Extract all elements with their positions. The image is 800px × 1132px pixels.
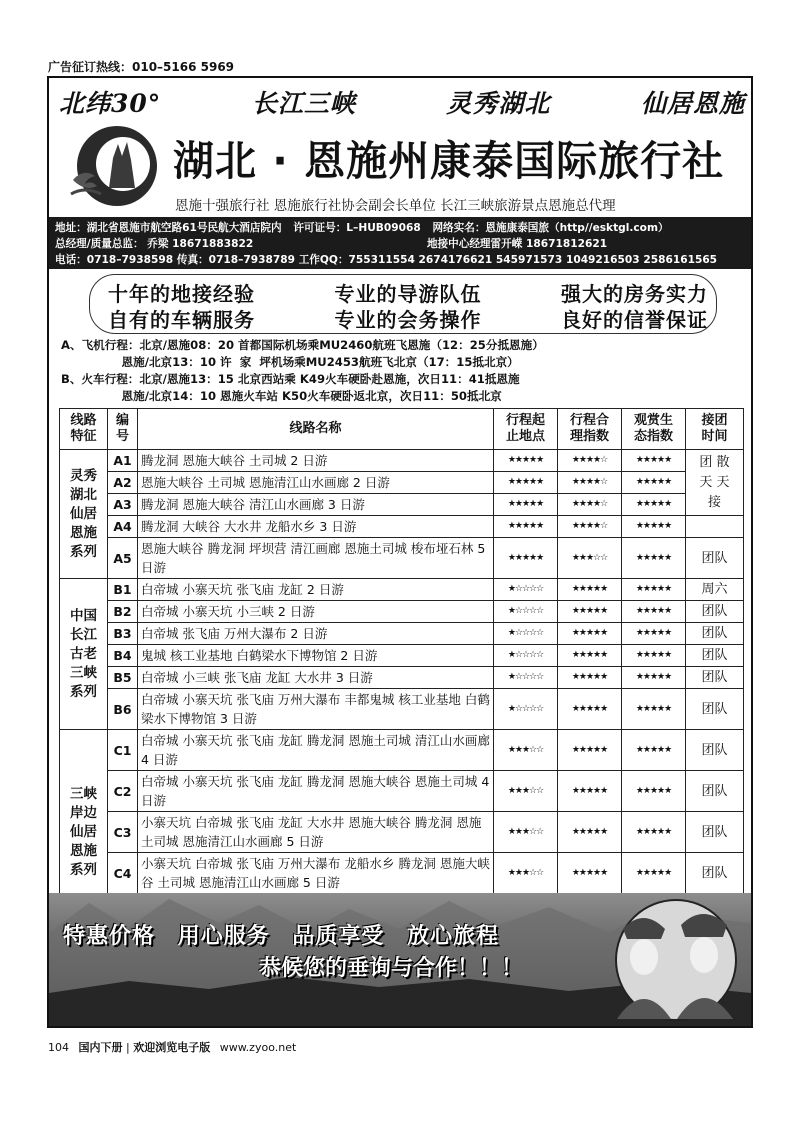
feature-item: 良好的信誉保证 — [561, 308, 708, 332]
feature-item: 自有的车辆服务 — [108, 308, 255, 332]
table-row — [60, 812, 744, 853]
agency-logo-icon — [67, 122, 159, 212]
contact-row — [55, 252, 725, 267]
route-name: 白帝城 小三峡 张飞庙 龙缸 大水井 3 日游 — [138, 667, 494, 689]
reasonability-rating: ★★★★★ — [558, 853, 622, 894]
route-code: B1 — [108, 579, 138, 601]
promo-item: 用心服务 — [177, 924, 270, 949]
promo-item: 品质享受 — [292, 924, 385, 949]
schedule-time: 团队 — [686, 538, 744, 579]
contact-info-band — [49, 217, 751, 269]
reasonability-rating: ★★★★☆ — [558, 516, 622, 538]
start-end-rating: ★★★★★ — [494, 494, 558, 516]
series-group-label: 灵秀 湖北 仙居 恩施 系列 — [60, 450, 108, 579]
reasonability-rating: ★★★★☆ — [558, 450, 622, 472]
footer-separator: | — [126, 1041, 134, 1054]
table-row — [60, 853, 744, 894]
ecology-rating: ★★★★★ — [622, 730, 686, 771]
schedule-time: 周六 — [686, 579, 744, 601]
slogan-item: 灵秀湖北 — [446, 89, 551, 118]
contact-row — [55, 220, 677, 235]
route-code: B4 — [108, 645, 138, 667]
page-number: 104 — [48, 1041, 69, 1054]
ecology-rating: ★★★★★ — [622, 601, 686, 623]
table-row — [60, 472, 744, 494]
table-row — [60, 645, 744, 667]
ad-frame — [47, 76, 753, 1028]
start-end-rating: ★★★★★ — [494, 472, 558, 494]
ecology-rating: ★★★★★ — [622, 645, 686, 667]
ecology-rating: ★★★★★ — [622, 689, 686, 730]
website-link[interactable]: www.zyoo.net — [219, 1041, 297, 1054]
schedule-time: 团队 — [686, 623, 744, 645]
feature-item: 十年的地接经验 — [108, 282, 255, 306]
promo-item: 特惠价格 — [63, 924, 156, 949]
slogan-item: 长江三峡 — [251, 89, 356, 118]
schedule-time: 团队 — [686, 771, 744, 812]
reasonability-rating: ★★★★★ — [558, 645, 622, 667]
route-name: 腾龙洞 恩施大峡谷 土司城 2 日游 — [138, 450, 494, 472]
route-code: B3 — [108, 623, 138, 645]
route-name: 白帝城 张飞庙 万州大瀑布 2 日游 — [138, 623, 494, 645]
series-group-label: 三峡 岸边 仙居 恩施 系列 — [60, 730, 108, 935]
itinerary-line: B、火车行程：北京/恩施13：15 北京西站乘 K49火车硬卧赴恩施，次日11：41抵恩施 — [61, 372, 520, 386]
reasonability-rating: ★★★★★ — [558, 730, 622, 771]
greeting-text: 恭候您的垂询与合作！！！ — [259, 956, 524, 981]
manager-text: 总经理/质量总监： 乔梁 18671883822 — [55, 238, 254, 250]
route-code: A3 — [108, 494, 138, 516]
browse-text: 欢迎浏览电子版 — [133, 1041, 211, 1054]
promo-item: 放心旅程 — [407, 924, 500, 949]
column-header: 行程合 理指数 — [558, 409, 622, 450]
table-row — [60, 623, 744, 645]
series-group-label: 中国 长江 古老 三峡 系列 — [60, 579, 108, 730]
slogan-item: 北纬30° — [59, 89, 162, 118]
ecology-rating: ★★★★★ — [622, 472, 686, 494]
route-name: 白帝城 小寨天坑 小三峡 2 日游 — [138, 601, 494, 623]
start-end-rating: ★★★☆☆ — [494, 812, 558, 853]
agency-subtitle: 恩施十强旅行社 恩施旅行社协会副会长单位 长江三峡旅游景点恩施总代理 — [175, 198, 616, 214]
start-end-rating: ★☆☆☆☆ — [494, 645, 558, 667]
ecology-rating: ★★★★★ — [622, 667, 686, 689]
slogan-item: 仙居恩施 — [640, 89, 745, 118]
reasonability-rating: ★★★★★ — [558, 667, 622, 689]
route-code: B6 — [108, 689, 138, 730]
feature-item: 强大的房务实力 — [561, 282, 708, 306]
route-name: 小寨天坑 白帝城 张飞庙 龙缸 大水井 恩施大峡谷 腾龙洞 恩施土司城 恩施清江山水画廊 5 日游 — [138, 812, 494, 853]
address-text: 地址：湖北省恩施市航空路61号民航大酒店院内 — [55, 222, 282, 234]
ethnic-girls-photo-icon — [605, 899, 747, 1021]
table-header-row — [60, 409, 744, 450]
slogan-bar — [59, 84, 745, 120]
schedule-time: 团队 — [686, 601, 744, 623]
table-row — [60, 516, 744, 538]
route-name: 恩施大峡谷 土司城 恩施清江山水画廊 2 日游 — [138, 472, 494, 494]
table-row — [60, 494, 744, 516]
table-row — [60, 667, 744, 689]
reasonability-rating: ★★★★★ — [558, 623, 622, 645]
schedule-time: 团队 — [686, 730, 744, 771]
schedule-time: 团 散 天 天 接 — [686, 450, 744, 516]
ad-hotline: 广告征订热线：010–5166 5969 — [48, 60, 235, 74]
route-code: B2 — [108, 601, 138, 623]
promo-slogans — [63, 919, 499, 950]
route-name: 鬼城 核工业基地 白鹤梁水下博物馆 2 日游 — [138, 645, 494, 667]
route-code: C1 — [108, 730, 138, 771]
reasonability-rating: ★★★★★ — [558, 771, 622, 812]
route-name: 白帝城 小寨天坑 张飞庙 龙缸 腾龙洞 恩施土司城 清江山水画廊 4 日游 — [138, 730, 494, 771]
feature-line — [108, 278, 708, 307]
route-name: 腾龙洞 恩施大峡谷 清江山水画廊 3 日游 — [138, 494, 494, 516]
column-header: 接团 时间 — [686, 409, 744, 450]
route-code: C4 — [108, 853, 138, 894]
itinerary-line: A、飞机行程：北京/恩施08：20 首都国际机场乘MU2460航班飞恩施（12：25分抵恩施） — [61, 338, 544, 352]
ecology-rating: ★★★★★ — [622, 450, 686, 472]
ecology-rating: ★★★★★ — [622, 579, 686, 601]
start-end-rating: ★☆☆☆☆ — [494, 601, 558, 623]
reasonability-rating: ★★★★★ — [558, 579, 622, 601]
route-name: 白帝城 小寨天坑 张飞庙 万州大瀑布 丰都鬼城 核工业基地 白鹤梁水下博物馆 3 日游 — [138, 689, 494, 730]
phone-qq-text: 电话：0718–7938598 传真：0718–7938789 工作QQ：755311554 2674176621 545971573 1049216503 2586161565 — [55, 254, 718, 266]
column-header: 编 号 — [108, 409, 138, 450]
feature-box — [89, 274, 717, 334]
ecology-rating: ★★★★★ — [622, 812, 686, 853]
feature-item: 专业的导游队伍 — [334, 282, 482, 306]
start-end-rating: ★☆☆☆☆ — [494, 623, 558, 645]
route-table — [59, 408, 744, 935]
schedule-time: 团队 — [686, 667, 744, 689]
reasonability-rating: ★★★★☆ — [558, 472, 622, 494]
ecology-rating: ★★★★★ — [622, 538, 686, 579]
route-code: C2 — [108, 771, 138, 812]
start-end-rating: ★☆☆☆☆ — [494, 667, 558, 689]
start-end-rating: ★★★★★ — [494, 538, 558, 579]
table-row — [60, 689, 744, 730]
column-header: 观赏生 态指数 — [622, 409, 686, 450]
reasonability-rating: ★★★★☆ — [558, 494, 622, 516]
table-row — [60, 538, 744, 579]
column-header: 线路名称 — [138, 409, 494, 450]
route-name: 小寨天坑 白帝城 张飞庙 万州大瀑布 龙船水乡 腾龙洞 恩施大峡谷 土司城 恩施清江山水画廊 5 日游 — [138, 853, 494, 894]
route-code: A5 — [108, 538, 138, 579]
license-text: 许可证号：L–HUB09068 — [293, 222, 421, 234]
section-name: 国内下册 — [78, 1041, 123, 1054]
reasonability-rating: ★★★☆☆ — [558, 538, 622, 579]
ecology-rating: ★★★★★ — [622, 494, 686, 516]
start-end-rating: ★★★★★ — [494, 516, 558, 538]
column-header: 行程起 止地点 — [494, 409, 558, 450]
promo-panel — [49, 893, 751, 1026]
ecology-rating: ★★★★★ — [622, 853, 686, 894]
reasonability-rating: ★★★★★ — [558, 689, 622, 730]
feature-item: 专业的会务操作 — [334, 308, 482, 332]
itinerary-line: 恩施/北京14：10 恩施火车站 K50火车硬卧返北京，次日11：50抵北京 — [61, 389, 502, 403]
ecology-rating: ★★★★★ — [622, 516, 686, 538]
route-code: A1 — [108, 450, 138, 472]
contact-row — [55, 236, 615, 251]
feature-line — [108, 304, 708, 333]
ecology-rating: ★★★★★ — [622, 771, 686, 812]
table-row — [60, 450, 744, 472]
table-row — [60, 579, 744, 601]
column-header: 线路 特征 — [60, 409, 108, 450]
reasonability-rating: ★★★★★ — [558, 601, 622, 623]
schedule-time: 团队 — [686, 812, 744, 853]
route-code: A4 — [108, 516, 138, 538]
start-end-rating: ★★★☆☆ — [494, 853, 558, 894]
table-row — [60, 730, 744, 771]
table-row — [60, 771, 744, 812]
agency-title: 湖北 · 恩施州康泰国际旅行社 — [173, 137, 725, 185]
route-name: 白帝城 小寨天坑 张飞庙 龙缸 腾龙洞 恩施大峡谷 恩施土司城 4 日游 — [138, 771, 494, 812]
ecology-rating: ★★★★★ — [622, 623, 686, 645]
start-end-rating: ★☆☆☆☆ — [494, 689, 558, 730]
route-code: B5 — [108, 667, 138, 689]
reasonability-rating: ★★★★★ — [558, 812, 622, 853]
web-name-text: 网络实名：恩施康泰国旅（http//esktgl.com） — [432, 222, 669, 234]
schedule-time — [686, 516, 744, 538]
table-row — [60, 601, 744, 623]
route-code: A2 — [108, 472, 138, 494]
reception-manager-text: 地接中心经理雷开嵘 18671812621 — [426, 238, 608, 250]
route-name: 恩施大峡谷 腾龙洞 坪坝营 清江画廊 恩施土司城 梭布垭石林 5 日游 — [138, 538, 494, 579]
itinerary-line: 恩施/北京13：10 许 家 坪机场乘MU2453航班飞北京（17：15抵北京） — [61, 355, 519, 369]
route-name: 白帝城 小寨天坑 张飞庙 龙缸 2 日游 — [138, 579, 494, 601]
start-end-rating: ★★★☆☆ — [494, 771, 558, 812]
start-end-rating: ★☆☆☆☆ — [494, 579, 558, 601]
route-code: C3 — [108, 812, 138, 853]
schedule-time: 团队 — [686, 853, 744, 894]
page-footer — [48, 1039, 296, 1055]
start-end-rating: ★★★☆☆ — [494, 730, 558, 771]
route-name: 腾龙洞 大峡谷 大水井 龙船水乡 3 日游 — [138, 516, 494, 538]
schedule-time: 团队 — [686, 689, 744, 730]
start-end-rating: ★★★★★ — [494, 450, 558, 472]
schedule-time: 团队 — [686, 645, 744, 667]
